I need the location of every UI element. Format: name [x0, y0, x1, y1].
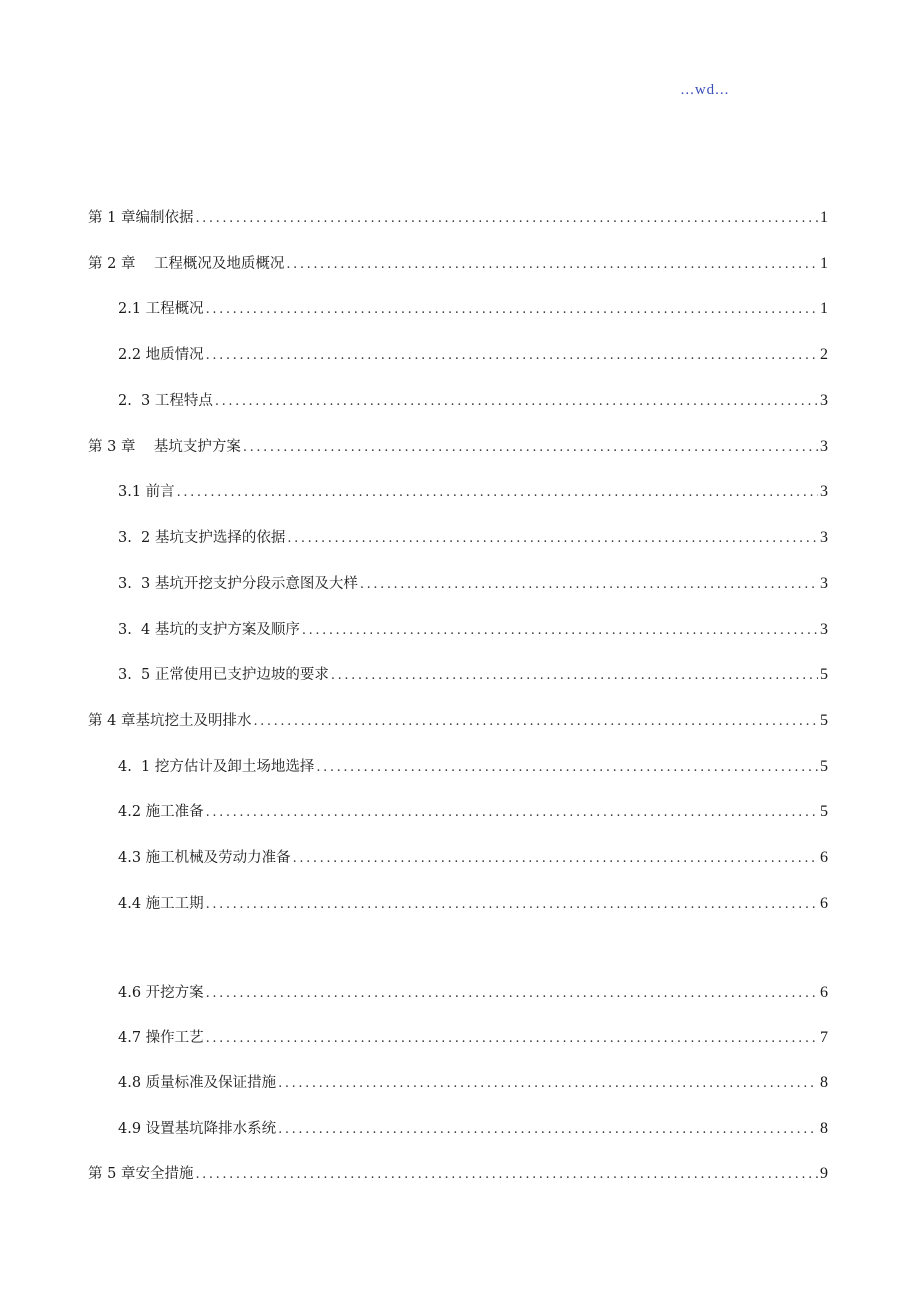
toc-entry-page: 6: [820, 849, 828, 866]
toc-entry-page: 3: [820, 392, 828, 409]
toc-entry-title: 4.2 施工准备: [118, 804, 204, 820]
toc-entry-page: 8: [820, 1120, 828, 1137]
toc-entry-title: 4.7 操作工艺: [118, 1030, 204, 1046]
toc-entry-page: 5: [820, 712, 828, 729]
toc-entry-page: 3: [820, 438, 828, 455]
header-watermark: ...wd...: [680, 82, 730, 98]
toc-entry-title: 3. 3 基坑开挖支护分段示意图及大样: [118, 576, 358, 592]
toc-dot-leader: [278, 1074, 818, 1094]
toc-dot-leader: [243, 438, 818, 458]
toc-dot-leader: [206, 984, 818, 1004]
toc-entry-title: 4.4 施工工期: [118, 896, 204, 912]
toc-entry-page: 1: [820, 300, 828, 317]
toc-dot-leader: [316, 758, 818, 778]
toc-entry-page: 6: [820, 895, 828, 912]
toc-entry-title: 第 5 章安全措施: [88, 1166, 194, 1182]
toc-entry-title: 第 2 章 工程概况及地质概况: [88, 256, 285, 272]
toc-dot-leader: [287, 529, 818, 549]
toc-entry-section-3-3[interactable]: [118, 574, 828, 595]
toc-entry-title: 4.9 设置基坑降排水系统: [118, 1121, 277, 1137]
toc-dot-leader: [278, 1120, 818, 1140]
toc-entry-title: 3.1 前言: [118, 484, 175, 500]
toc-dot-leader: [206, 1029, 818, 1049]
toc-dot-leader: [286, 255, 818, 275]
toc-dot-leader: [206, 300, 818, 320]
toc-entry-page: 9: [820, 1165, 828, 1182]
toc-dot-leader: [177, 483, 818, 503]
toc-dot-leader: [293, 849, 818, 869]
toc-entry-section-4-7[interactable]: [118, 1028, 828, 1049]
toc-entry-chapter-2[interactable]: [88, 254, 828, 275]
toc-entry-title: 第 4 章基坑挖土及明排水: [88, 713, 252, 729]
toc-entry-chapter-5[interactable]: [88, 1164, 828, 1185]
toc-entry-section-2-3[interactable]: [118, 391, 828, 412]
toc-entry-section-4-8[interactable]: [118, 1073, 828, 1094]
toc-entry-page: 3: [820, 529, 828, 546]
toc-entry-section-4-6[interactable]: [118, 983, 828, 1004]
toc-dot-leader: [195, 1165, 818, 1185]
toc-entry-section-3-1[interactable]: [118, 482, 828, 503]
toc-dot-leader: [360, 575, 818, 595]
toc-entry-section-3-4[interactable]: [118, 620, 828, 641]
toc-entry-title: 3. 5 正常使用已支护边坡的要求: [118, 667, 329, 683]
toc-dot-leader: [206, 346, 818, 366]
toc-entry-section-4-9[interactable]: [118, 1119, 828, 1140]
toc-entry-section-3-2[interactable]: [118, 528, 828, 549]
toc-entry-section-2-2[interactable]: [118, 345, 828, 366]
toc-entry-section-3-5[interactable]: [118, 665, 828, 686]
toc-entry-title: 3. 4 基坑的支护方案及顺序: [118, 622, 300, 638]
toc-dot-leader: [206, 803, 818, 823]
toc-entry-page: 5: [820, 758, 828, 775]
toc-entry-title: 2.2 地质情况: [118, 347, 204, 363]
toc-entry-section-4-1[interactable]: [118, 757, 828, 778]
toc-entry-page: 1: [820, 255, 828, 272]
toc-entry-section-2-1[interactable]: [118, 299, 828, 320]
toc-entry-section-4-4[interactable]: [118, 894, 828, 915]
toc-dot-leader: [253, 712, 818, 732]
toc-entry-title: 4. 1 挖方估计及卸土场地选择: [118, 759, 315, 775]
toc-entry-title: 2. 3 工程特点: [118, 393, 213, 409]
toc-entry-page: 3: [820, 483, 828, 500]
toc-entry-title: 3. 2 基坑支护选择的依据: [118, 530, 286, 546]
toc-entry-chapter-4[interactable]: [88, 711, 828, 732]
toc-entry-title: 第 3 章 基坑支护方案: [88, 439, 241, 455]
toc-entry-title: 4.8 质量标准及保证措施: [118, 1075, 277, 1091]
toc-entry-section-4-2[interactable]: [118, 802, 828, 823]
toc-dot-leader: [195, 209, 818, 229]
toc-entry-page: 1: [820, 209, 828, 226]
toc-entry-page: 5: [820, 803, 828, 820]
toc-dot-leader: [331, 666, 818, 686]
toc-entry-page: 7: [820, 1029, 828, 1046]
toc-entry-chapter-1[interactable]: [88, 208, 828, 229]
toc-entry-title: 2.1 工程概况: [118, 301, 204, 317]
toc-entry-page: 3: [820, 575, 828, 592]
toc-dot-leader: [215, 392, 818, 412]
toc-entry-chapter-3[interactable]: [88, 437, 828, 458]
toc-entry-page: 8: [820, 1074, 828, 1091]
toc-dot-leader: [302, 621, 818, 641]
toc-entry-section-4-3[interactable]: [118, 848, 828, 869]
toc-entry-page: 5: [820, 666, 828, 683]
toc-entry-title: 第 1 章编制依据: [88, 210, 194, 226]
toc-dot-leader: [206, 895, 818, 915]
toc-entry-page: 2: [820, 346, 828, 363]
toc-entry-page: 6: [820, 984, 828, 1001]
toc-entry-title: 4.3 施工机械及劳动力准备: [118, 850, 291, 866]
toc-entry-title: 4.6 开挖方案: [118, 985, 204, 1001]
toc-entry-page: 3: [820, 621, 828, 638]
